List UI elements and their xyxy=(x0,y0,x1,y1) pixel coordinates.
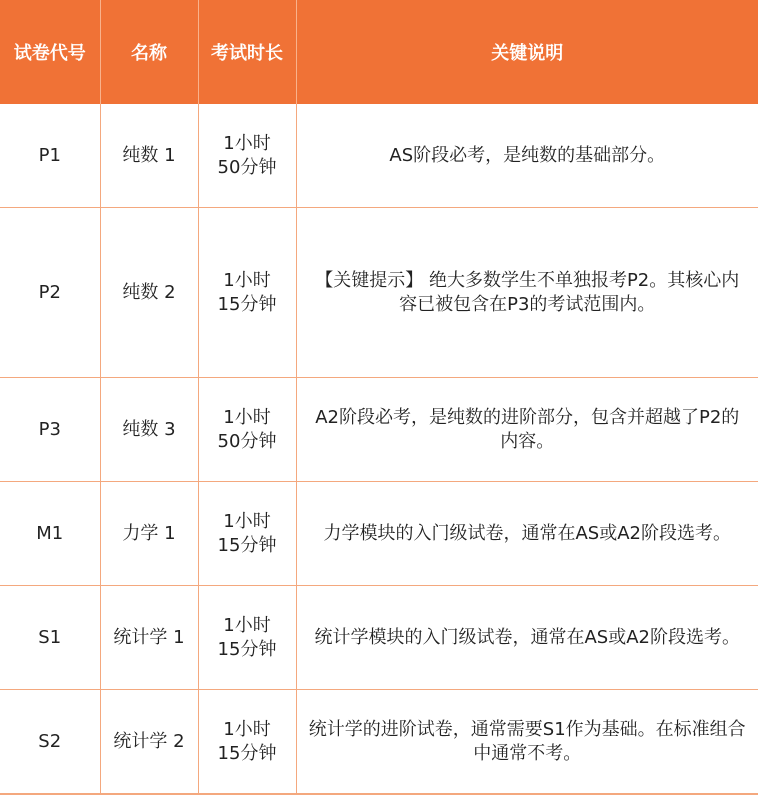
duration-minutes: 50分钟 xyxy=(217,430,277,452)
paper-description: A2阶段必考，是纯数的进阶部分，包含并超越了P2的内容。 xyxy=(296,378,758,482)
paper-code: P3 xyxy=(0,378,100,482)
paper-duration xyxy=(198,378,296,482)
paper-code: S2 xyxy=(0,690,100,795)
table-row xyxy=(0,208,758,378)
duration-minutes: 15分钟 xyxy=(217,534,277,556)
duration-minutes: 50分钟 xyxy=(217,156,277,178)
paper-description: 【关键提示】 绝大多数学生不单独报考P2。其核心内容已被包含在P3的考试范围内。 xyxy=(296,208,758,378)
paper-description: AS阶段必考，是纯数的基础部分。 xyxy=(296,104,758,208)
paper-name: 纯数 2 xyxy=(100,208,198,378)
duration-minutes: 15分钟 xyxy=(217,638,277,660)
table-row xyxy=(0,690,758,795)
header-code: 试卷代号 xyxy=(0,0,100,104)
paper-duration xyxy=(198,208,296,378)
paper-code: P2 xyxy=(0,208,100,378)
table-row xyxy=(0,104,758,208)
paper-duration xyxy=(198,690,296,795)
paper-name: 统计学 1 xyxy=(100,586,198,690)
duration-hours: 1小时 xyxy=(223,132,271,154)
duration-hours: 1小时 xyxy=(223,406,271,428)
duration-minutes: 15分钟 xyxy=(217,293,277,315)
paper-duration xyxy=(198,586,296,690)
table-row xyxy=(0,586,758,690)
duration-hours: 1小时 xyxy=(223,718,271,740)
paper-name: 力学 1 xyxy=(100,482,198,586)
paper-name: 统计学 2 xyxy=(100,690,198,795)
paper-duration xyxy=(198,482,296,586)
header-row xyxy=(0,0,758,104)
duration-minutes: 15分钟 xyxy=(217,742,277,764)
paper-code: M1 xyxy=(0,482,100,586)
paper-code: P1 xyxy=(0,104,100,208)
duration-hours: 1小时 xyxy=(223,269,271,291)
paper-description: 力学模块的入门级试卷，通常在AS或A2阶段选考。 xyxy=(296,482,758,586)
table-row xyxy=(0,482,758,586)
paper-name: 纯数 3 xyxy=(100,378,198,482)
header-duration: 考试时长 xyxy=(198,0,296,104)
duration-hours: 1小时 xyxy=(223,614,271,636)
paper-description: 统计学模块的入门级试卷，通常在AS或A2阶段选考。 xyxy=(296,586,758,690)
duration-hours: 1小时 xyxy=(223,510,271,532)
header-name: 名称 xyxy=(100,0,198,104)
paper-duration xyxy=(198,104,296,208)
paper-code: S1 xyxy=(0,586,100,690)
paper-name: 纯数 1 xyxy=(100,104,198,208)
header-description: 关键说明 xyxy=(296,0,758,104)
paper-description: 统计学的进阶试卷，通常需要S1作为基础。在标准组合中通常不考。 xyxy=(296,690,758,795)
table-row xyxy=(0,378,758,482)
